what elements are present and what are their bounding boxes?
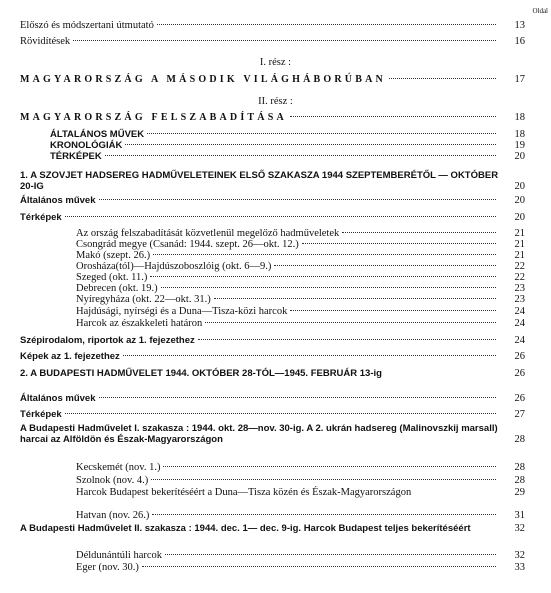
toc-entry xyxy=(76,562,525,573)
toc-entry xyxy=(20,112,525,123)
entry-page: 26 xyxy=(514,351,525,362)
section-entry xyxy=(20,423,525,445)
leader-dots xyxy=(163,466,496,467)
entry-page: 26 xyxy=(514,393,525,404)
entry-title: TÉRKÉPEK xyxy=(50,151,102,162)
entry-page: 26 xyxy=(514,368,525,379)
toc-entry xyxy=(76,228,525,239)
entry-title: Szolnok (nov. 4.) xyxy=(76,475,149,486)
leader-dots xyxy=(205,322,496,323)
entry-page: 20 xyxy=(514,151,525,162)
leader-dots xyxy=(142,566,496,567)
entry-title: Nyíregyháza (okt. 22—okt. 31.) xyxy=(76,294,211,305)
leader-dots xyxy=(165,554,496,555)
toc-entry xyxy=(76,272,525,283)
leader-dots xyxy=(99,397,497,398)
leader-dots xyxy=(147,133,496,134)
toc-entry xyxy=(76,475,525,486)
leader-dots xyxy=(214,298,496,299)
entry-page: 28 xyxy=(514,475,525,486)
page-column-label: Oldal xyxy=(532,7,548,15)
entry-page: 18 xyxy=(514,129,525,140)
entry-title: Szépirodalom, riportok az 1. fejezethez xyxy=(20,335,195,346)
leader-dots xyxy=(302,243,496,244)
leader-dots xyxy=(73,40,496,41)
toc-entry xyxy=(20,335,525,346)
toc-entry xyxy=(20,351,525,362)
entry-page: 29 xyxy=(514,487,525,498)
entry-title: Harcok Budapest bekerítéséért a Duna—Tisza közén és Észak-Magyarországon xyxy=(76,487,412,498)
entry-title: Általános művek xyxy=(20,393,96,404)
leader-dots xyxy=(65,216,496,217)
entry-title: Makó (szept. 26.) xyxy=(76,250,151,261)
entry-page: 20 xyxy=(514,181,525,192)
entry-title: KRONOLÓGIÁK xyxy=(50,140,123,151)
entry-page: 22 xyxy=(514,272,525,283)
entry-title: Térképek xyxy=(20,409,62,420)
chapter-entry xyxy=(20,170,525,192)
entry-page: 31 xyxy=(514,510,525,521)
leader-dots xyxy=(161,287,496,288)
entry-title: A Budapesti Hadművelet I. szakasza : 1944. okt. 28—nov. 30-ig. A 2. ukrán hadsereg (Malinovszkij marsall) harcai az Alföldön és Észak-Magyarországon xyxy=(20,423,498,445)
toc-entry xyxy=(76,550,525,561)
entry-page: 16 xyxy=(514,36,525,47)
entry-title: Rövidítések xyxy=(20,36,71,47)
leader-dots xyxy=(290,116,496,117)
entry-page: 20 xyxy=(514,212,525,223)
entry-title: Déldunántúli harcok xyxy=(76,550,163,561)
entry-title: Hatvan (nov. 26.) xyxy=(76,510,150,521)
leader-dots xyxy=(389,78,496,79)
entry-title: Debrecen (okt. 19.) xyxy=(76,283,158,294)
toc-entry xyxy=(50,129,525,140)
leader-dots xyxy=(99,199,497,200)
toc-entry xyxy=(76,510,525,521)
toc-entry xyxy=(20,20,525,31)
entry-title: A Budapesti Hadművelet II. szakasza : 1944. dec. 1— dec. 9-ig. Harcok Budapest teljes bekerítéséért xyxy=(20,523,471,534)
leader-dots xyxy=(105,155,496,156)
toc-entry xyxy=(76,250,525,261)
toc-entry xyxy=(20,409,525,420)
entry-title: Orosháza(tól)—Hajdúszoboszlóig (okt. 6—9.) xyxy=(76,261,272,272)
leader-dots xyxy=(152,514,496,515)
section-entry xyxy=(20,523,525,534)
entry-title: Általános művek xyxy=(20,195,96,206)
entry-page: 32 xyxy=(514,523,525,534)
entry-title: Csongrád megye (Csanád: 1944. szept. 26—okt. 12.) xyxy=(76,239,299,250)
entry-title: Eger (nov. 30.) xyxy=(76,562,139,573)
leader-dots xyxy=(274,265,496,266)
entry-title: Térképek xyxy=(20,212,62,223)
entry-page: 20 xyxy=(514,195,525,206)
entry-page: 24 xyxy=(514,306,525,317)
entry-title: Kecskemét (nov. 1.) xyxy=(76,462,161,473)
entry-title: Az ország felszabadítását közvetlenül megelőző hadműveletek xyxy=(76,228,340,239)
entry-title: 2. A BUDAPESTI HADMŰVELET 1944. OKTÓBER 28-TÓL—1945. FEBRUÁR 13-ig xyxy=(20,368,382,379)
toc-entry xyxy=(76,306,525,317)
entry-page: 17 xyxy=(514,74,525,85)
entry-page: 24 xyxy=(514,318,525,329)
toc-entry xyxy=(76,239,525,250)
entry-page: 22 xyxy=(514,261,525,272)
entry-page: 32 xyxy=(514,550,525,561)
entry-page: 19 xyxy=(514,140,525,151)
toc-entry xyxy=(76,462,525,473)
leader-dots xyxy=(123,355,496,356)
toc-entry xyxy=(76,294,525,305)
toc-entry xyxy=(20,212,525,223)
entry-title: ÁLTALÁNOS MŰVEK xyxy=(50,129,145,140)
entry-title: Képek az 1. fejezethez xyxy=(20,351,120,362)
part-heading xyxy=(0,96,551,107)
part-label: II. rész : xyxy=(258,96,293,107)
entry-title: Harcok az északkeleti határon xyxy=(76,318,203,329)
entry-title: Hajdúsági, nyírségi és a Duna—Tisza-közi harcok xyxy=(76,306,288,317)
toc-entry xyxy=(50,151,525,162)
entry-page: 13 xyxy=(514,20,525,31)
leader-dots xyxy=(153,254,496,255)
toc-entry xyxy=(76,261,525,272)
toc-entry xyxy=(20,36,525,47)
toc-entry xyxy=(76,318,525,329)
entry-page: 21 xyxy=(514,228,525,239)
entry-title: Előszó és módszertani útmutató xyxy=(20,20,154,31)
leader-dots xyxy=(198,339,496,340)
entry-page: 21 xyxy=(514,250,525,261)
entry-title: Szeged (okt. 11.) xyxy=(76,272,148,283)
toc-entry xyxy=(20,74,525,85)
entry-page: 23 xyxy=(514,283,525,294)
entry-page: 24 xyxy=(514,335,525,346)
leader-dots xyxy=(150,276,496,277)
entry-title: 1. A SZOVJET HADSEREG HADMŰVELETEINEK ELSŐ SZAKASZA 1944 SZEPTEMBERÉTŐL — OKTÓBER 20-IG xyxy=(20,170,499,192)
chapter-entry xyxy=(20,368,525,379)
entry-page: 23 xyxy=(514,294,525,305)
leader-dots xyxy=(125,144,496,145)
entry-page: 21 xyxy=(514,239,525,250)
leader-dots xyxy=(65,413,496,414)
wrapped-entry xyxy=(76,487,525,498)
toc-entry xyxy=(20,195,525,206)
entry-title: MAGYARORSZÁG FELSZABADÍTÁSA xyxy=(20,112,287,123)
toc-entry xyxy=(50,140,525,151)
leader-dots xyxy=(342,232,496,233)
entry-page: 18 xyxy=(514,112,525,123)
entry-page: 33 xyxy=(514,562,525,573)
leader-dots xyxy=(157,24,496,25)
leader-dots xyxy=(151,479,496,480)
toc-entry xyxy=(20,393,525,404)
entry-title: MAGYARORSZÁG A MÁSODIK VILÁGHÁBORÚBAN xyxy=(20,74,386,85)
entry-page: 28 xyxy=(514,434,525,445)
leader-dots xyxy=(290,310,496,311)
part-label: I. rész : xyxy=(259,57,292,68)
entry-page: 27 xyxy=(514,409,525,420)
part-heading xyxy=(0,57,551,68)
page-column-header xyxy=(0,7,548,15)
entry-page: 28 xyxy=(514,462,525,473)
toc-entry xyxy=(76,283,525,294)
